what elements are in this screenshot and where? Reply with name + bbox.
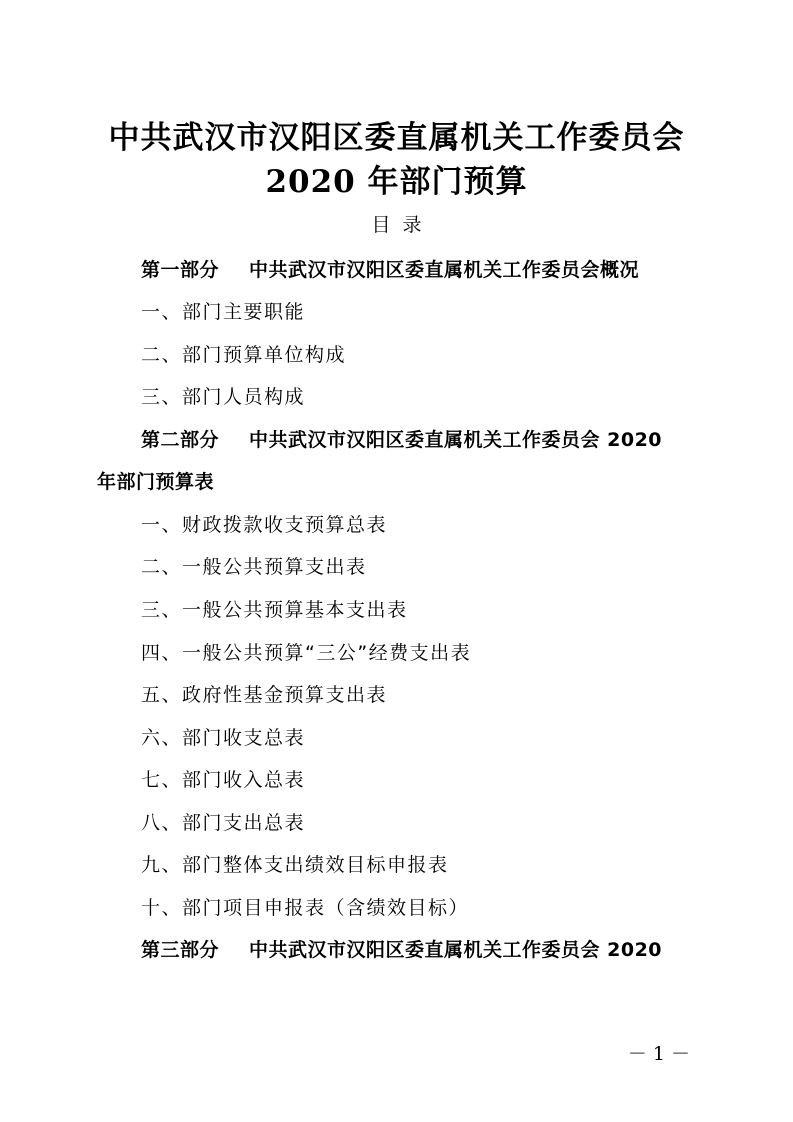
part2-item-4: 四、一般公共预算“三公”经费支出表 xyxy=(141,642,472,664)
document-title-line-2: 2020 年部门预算 xyxy=(265,164,528,200)
part2-label: 第二部分 xyxy=(141,429,220,451)
part1-title: 中共武汉市汉阳区委直属机关工作委员会概况 xyxy=(249,259,640,281)
document-title-line-1: 中共武汉市汉阳区委直属机关工作委员会 xyxy=(108,120,685,156)
part2-item-2: 二、一般公共预算支出表 xyxy=(141,556,367,578)
part2-item-3: 三、一般公共预算基本支出表 xyxy=(141,599,408,621)
part2-item-8: 八、部门支出总表 xyxy=(141,812,306,834)
part1-item-1: 一、部门主要职能 xyxy=(141,301,306,323)
part3-heading xyxy=(141,935,662,965)
part2-heading xyxy=(141,425,662,455)
part3-title-line-1: 中共武汉市汉阳区委直属机关工作委员会 2020 xyxy=(249,939,663,961)
part1-heading xyxy=(141,255,639,285)
part1-label: 第一部分 xyxy=(141,259,220,281)
part2-item-9: 九、部门整体支出绩效目标申报表 xyxy=(141,854,449,876)
part2-item-1: 一、财政拨款收支预算总表 xyxy=(141,514,388,536)
part1-item-3: 三、部门人员构成 xyxy=(141,386,306,408)
part2-title-line-1: 中共武汉市汉阳区委直属机关工作委员会 2020 xyxy=(249,429,663,451)
part2-title-line-2: 年部门预算表 xyxy=(97,471,215,493)
part2-item-6: 六、部门收支总表 xyxy=(141,727,306,749)
toc-heading: 目 录 xyxy=(371,214,422,236)
part2-item-10: 十、部门项目申报表（含绩效目标） xyxy=(141,897,470,919)
page-number: － 1 － xyxy=(627,1043,690,1065)
part2-item-5: 五、政府性基金预算支出表 xyxy=(141,684,388,706)
part3-label: 第三部分 xyxy=(141,939,220,961)
part2-item-7: 七、部门收入总表 xyxy=(141,769,306,791)
part1-item-2: 二、部门预算单位构成 xyxy=(141,344,347,366)
